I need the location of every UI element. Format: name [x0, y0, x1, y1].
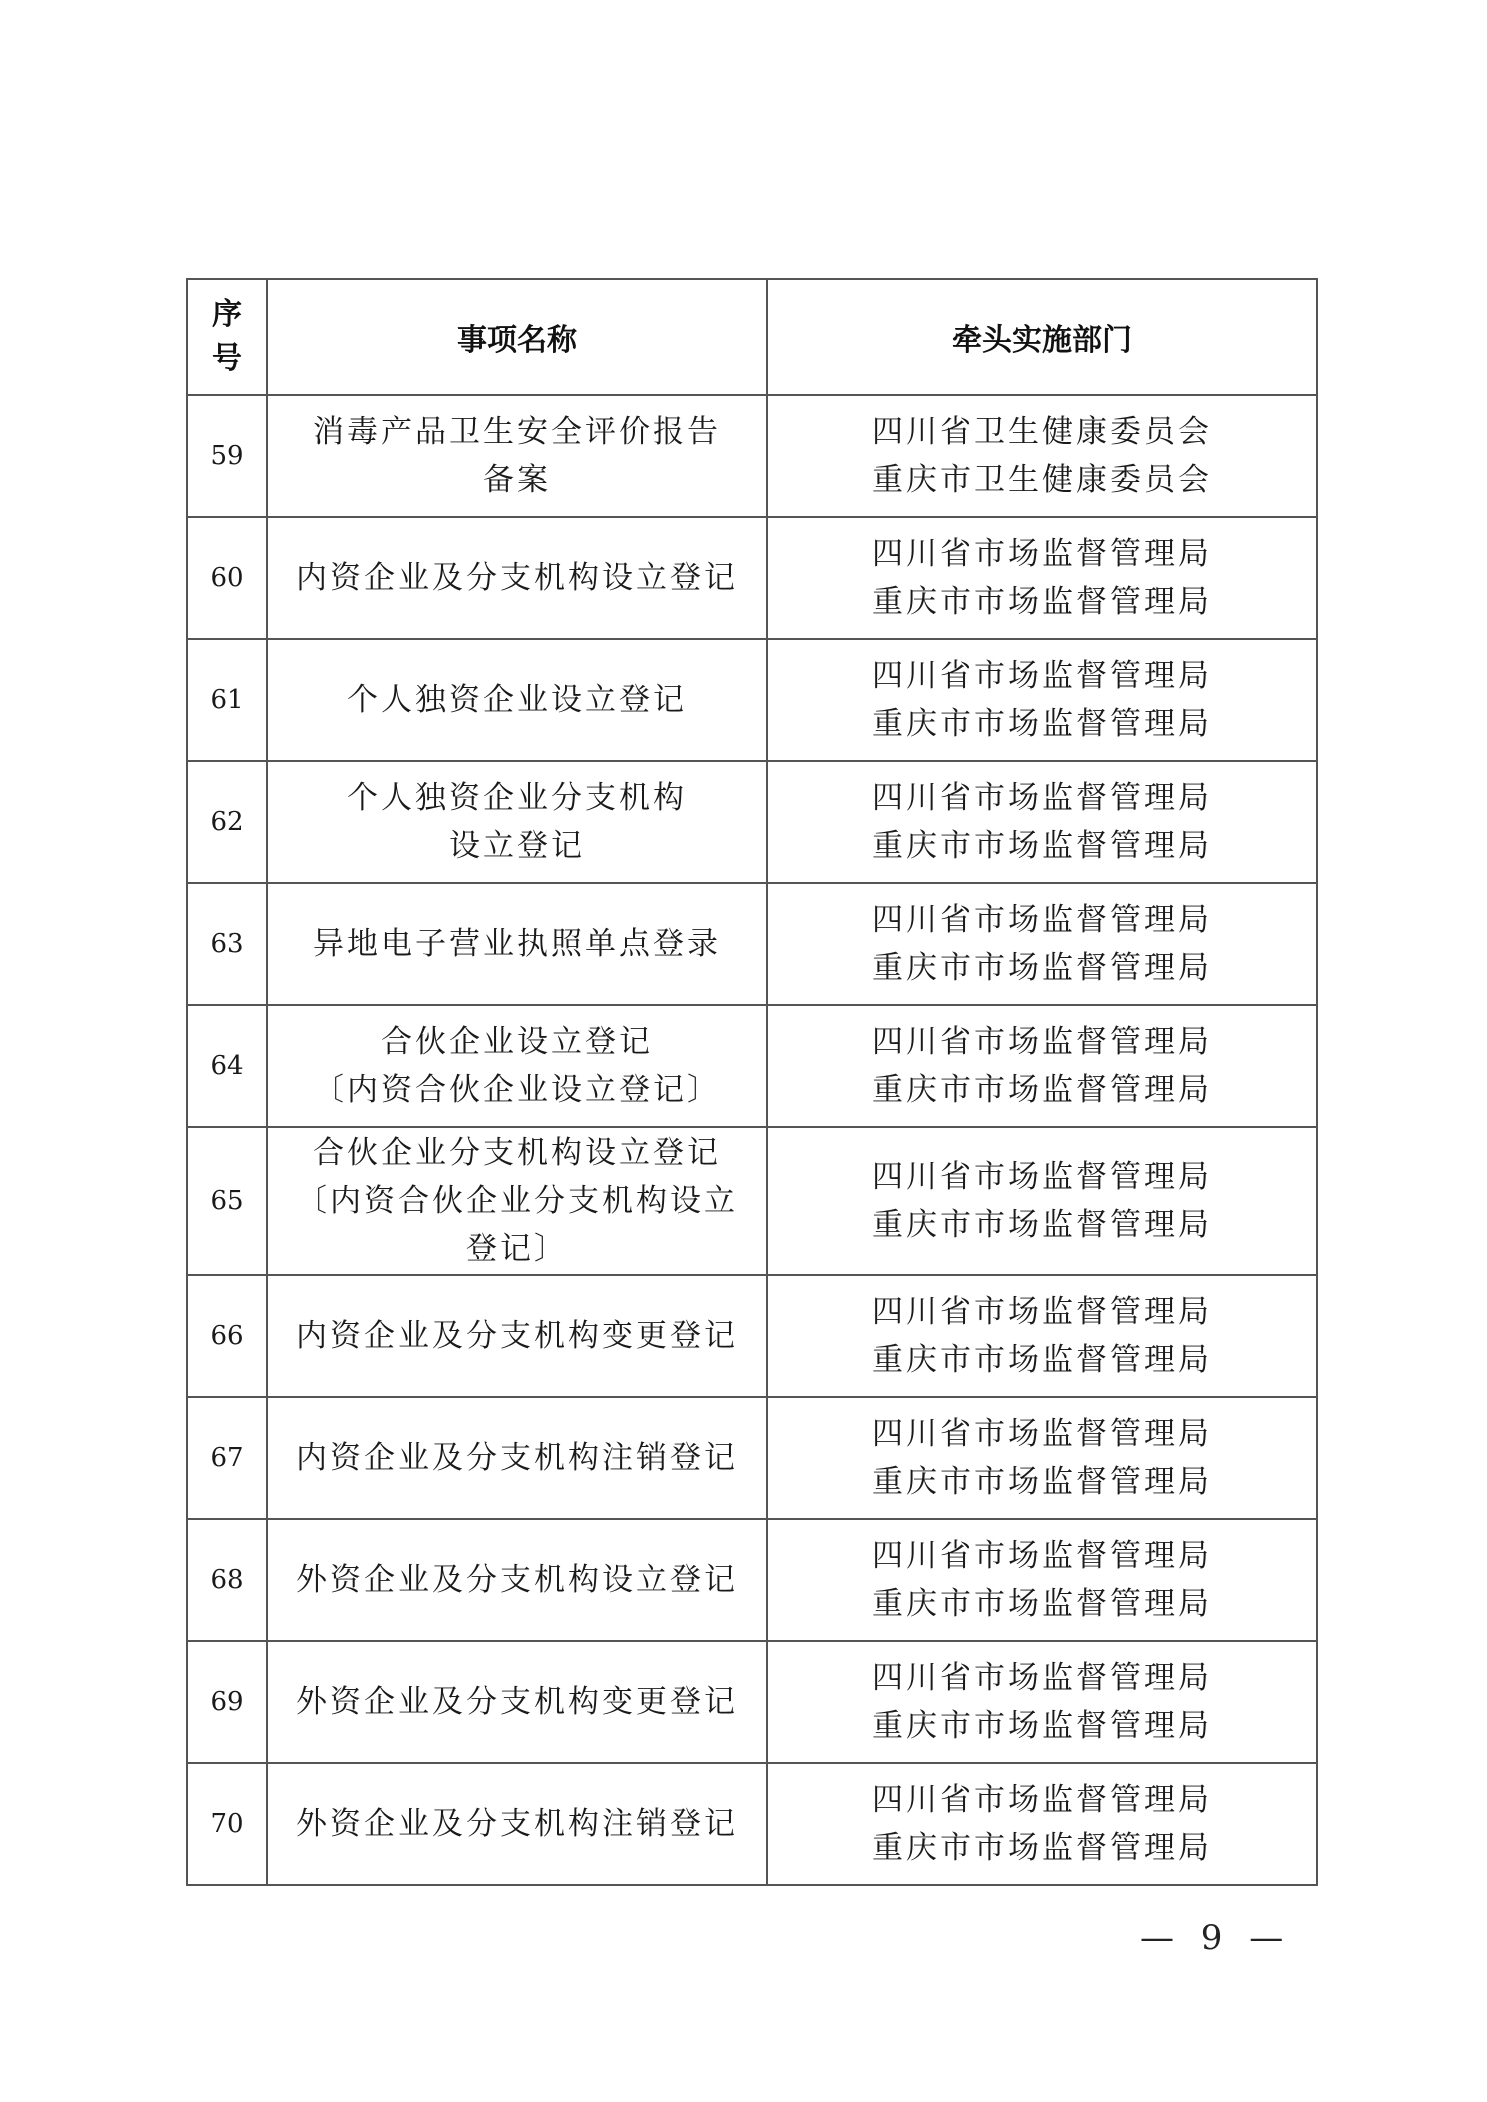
- row-number: 69: [187, 1641, 267, 1763]
- matter-name: [267, 1005, 767, 1127]
- department-line: 重庆市市场监督管理局: [872, 828, 1212, 864]
- lead-department: [767, 1275, 1317, 1397]
- row-number: 59: [187, 395, 267, 517]
- row-number: 61: [187, 639, 267, 761]
- department-line: 四川省市场监督管理局: [872, 1660, 1212, 1696]
- row-number: 63: [187, 883, 267, 1005]
- matter-name: [267, 639, 767, 761]
- department-line: 四川省市场监督管理局: [872, 536, 1212, 572]
- department-line: 四川省市场监督管理局: [872, 1159, 1212, 1195]
- department-line: 四川省市场监督管理局: [872, 1782, 1212, 1818]
- department-line: 重庆市市场监督管理局: [872, 1342, 1212, 1378]
- header-seq-line1: 序: [212, 297, 242, 332]
- header-seq: [187, 279, 267, 395]
- department-line: 四川省市场监督管理局: [872, 1416, 1212, 1452]
- matter-name-line: 备案: [483, 462, 551, 498]
- lead-department: [767, 883, 1317, 1005]
- department-line: 重庆市卫生健康委员会: [872, 462, 1212, 498]
- matter-name-line: 合伙企业设立登记: [381, 1024, 653, 1060]
- matters-table: [186, 278, 1318, 1886]
- matter-name: [267, 1519, 767, 1641]
- matters-table-container: [186, 278, 1316, 1886]
- matter-name-line: 外资企业及分支机构变更登记: [296, 1684, 738, 1720]
- table-row: [187, 1127, 1317, 1275]
- lead-department: [767, 395, 1317, 517]
- department-line: 重庆市市场监督管理局: [872, 1207, 1212, 1243]
- row-number: 67: [187, 1397, 267, 1519]
- department-line: 重庆市市场监督管理局: [872, 584, 1212, 620]
- department-line: 重庆市市场监督管理局: [872, 706, 1212, 742]
- page-number: — 9 —: [1140, 1918, 1292, 1958]
- header-dept: 牵头实施部门: [767, 279, 1317, 395]
- department-line: 四川省市场监督管理局: [872, 902, 1212, 938]
- table-row: [187, 395, 1317, 517]
- table-row: [187, 1005, 1317, 1127]
- header-seq-line2: 号: [212, 341, 242, 376]
- table-row: [187, 1641, 1317, 1763]
- department-line: 四川省卫生健康委员会: [872, 414, 1212, 450]
- matter-name: [267, 517, 767, 639]
- row-number: 64: [187, 1005, 267, 1127]
- lead-department: [767, 1127, 1317, 1275]
- matter-name-line: 设立登记: [449, 828, 585, 864]
- table-row: [187, 761, 1317, 883]
- department-line: 重庆市市场监督管理局: [872, 1830, 1212, 1866]
- lead-department: [767, 639, 1317, 761]
- lead-department: [767, 1641, 1317, 1763]
- matter-name: [267, 883, 767, 1005]
- matter-name-line: 消毒产品卫生安全评价报告: [313, 414, 721, 450]
- department-line: 重庆市市场监督管理局: [872, 1464, 1212, 1500]
- department-line: 重庆市市场监督管理局: [872, 1586, 1212, 1622]
- header-name: 事项名称: [267, 279, 767, 395]
- table-row: [187, 1397, 1317, 1519]
- table-row: [187, 1275, 1317, 1397]
- row-number: 62: [187, 761, 267, 883]
- row-number: 70: [187, 1763, 267, 1885]
- matter-name: [267, 1275, 767, 1397]
- table-header-row: [187, 279, 1317, 395]
- row-number: 60: [187, 517, 267, 639]
- department-line: 四川省市场监督管理局: [872, 1294, 1212, 1330]
- matter-name-line: 〔内资合伙企业设立登记〕: [313, 1072, 721, 1108]
- matter-name: [267, 1763, 767, 1885]
- department-line: 重庆市市场监督管理局: [872, 950, 1212, 986]
- matter-name-line: 内资企业及分支机构注销登记: [296, 1440, 738, 1476]
- matter-name-line: 个人独资企业分支机构: [347, 780, 687, 816]
- table-row: [187, 517, 1317, 639]
- table-row: [187, 1519, 1317, 1641]
- matter-name-line: 合伙企业分支机构设立登记: [313, 1135, 721, 1171]
- lead-department: [767, 517, 1317, 639]
- department-line: 四川省市场监督管理局: [872, 1024, 1212, 1060]
- matter-name: [267, 395, 767, 517]
- row-number: 65: [187, 1127, 267, 1275]
- matter-name-line: 内资企业及分支机构设立登记: [296, 560, 738, 596]
- matter-name-line: 〔内资合伙企业分支机构设立: [296, 1183, 738, 1219]
- lead-department: [767, 1519, 1317, 1641]
- matter-name-line: 个人独资企业设立登记: [347, 682, 687, 718]
- department-line: 四川省市场监督管理局: [872, 1538, 1212, 1574]
- lead-department: [767, 1397, 1317, 1519]
- matter-name-line: 异地电子营业执照单点登录: [313, 926, 721, 962]
- matter-name-line: 登记〕: [466, 1231, 568, 1267]
- matter-name-line: 内资企业及分支机构变更登记: [296, 1318, 738, 1354]
- matter-name: [267, 1397, 767, 1519]
- matter-name: [267, 1127, 767, 1275]
- matter-name-line: 外资企业及分支机构注销登记: [296, 1806, 738, 1842]
- lead-department: [767, 761, 1317, 883]
- lead-department: [767, 1005, 1317, 1127]
- matter-name: [267, 1641, 767, 1763]
- table-row: [187, 639, 1317, 761]
- matter-name: [267, 761, 767, 883]
- department-line: 重庆市市场监督管理局: [872, 1072, 1212, 1108]
- department-line: 四川省市场监督管理局: [872, 780, 1212, 816]
- row-number: 66: [187, 1275, 267, 1397]
- lead-department: [767, 1763, 1317, 1885]
- table-row: [187, 1763, 1317, 1885]
- row-number: 68: [187, 1519, 267, 1641]
- department-line: 四川省市场监督管理局: [872, 658, 1212, 694]
- department-line: 重庆市市场监督管理局: [872, 1708, 1212, 1744]
- table-row: [187, 883, 1317, 1005]
- matter-name-line: 外资企业及分支机构设立登记: [296, 1562, 738, 1598]
